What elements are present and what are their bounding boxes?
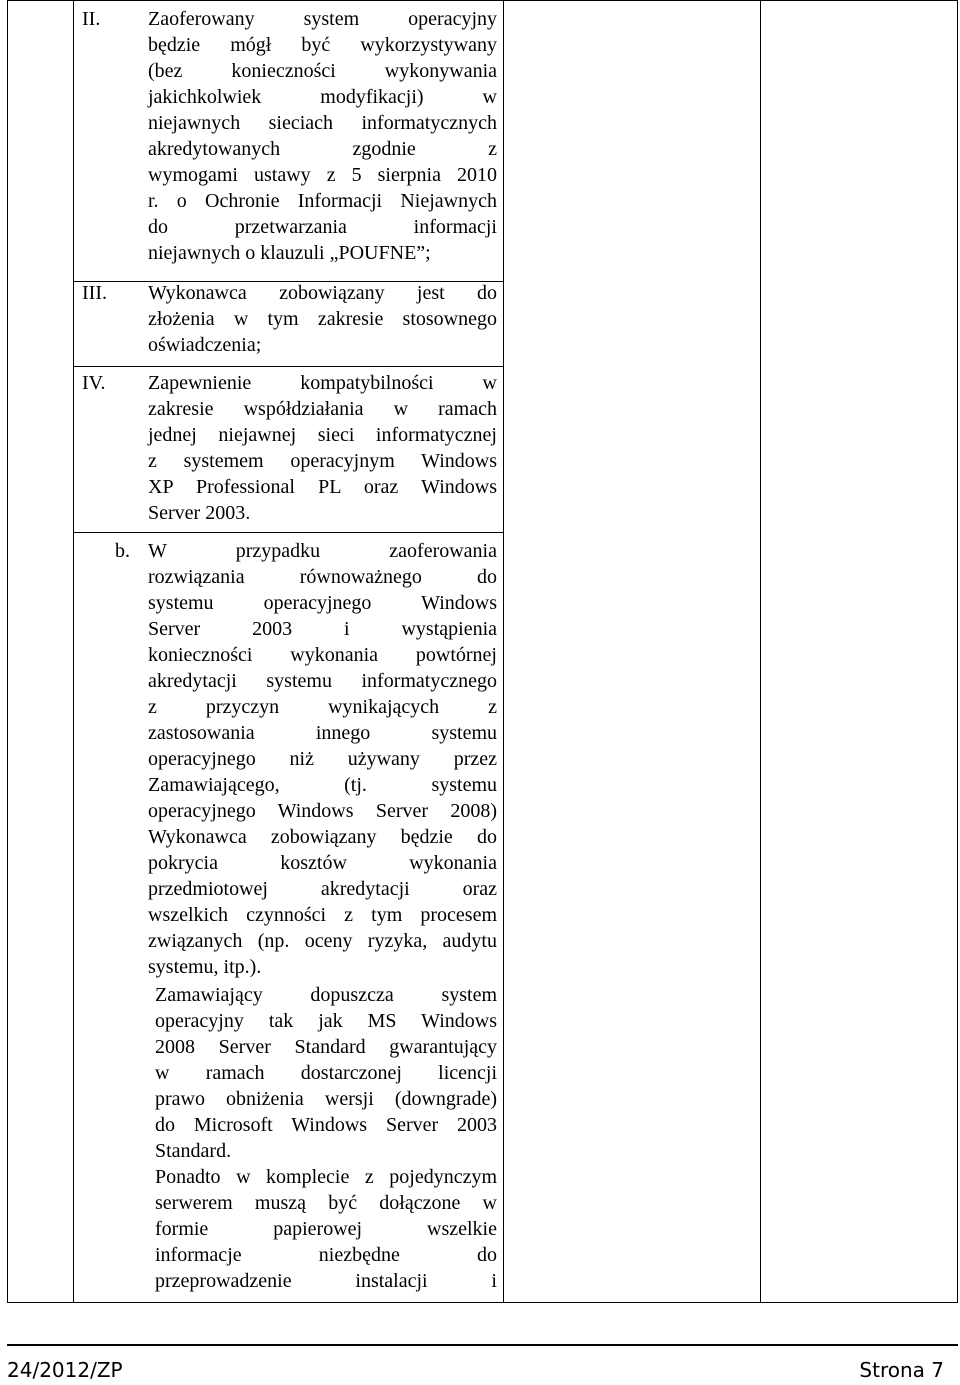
text-line: Standard.	[155, 1140, 232, 1162]
text-line: jakichkolwiek modyfikacji) w	[148, 86, 497, 108]
item-text	[148, 6, 497, 266]
text-line: Server 2003 i wystąpienia	[148, 618, 497, 640]
column-divider-1	[73, 0, 74, 1303]
text-line: Ponadto w komplecie z pojedynczym	[155, 1166, 497, 1188]
text-line: złożenia w tym zakresie stosownego	[148, 308, 497, 330]
text-line: (bez konieczności wykonywania	[148, 60, 497, 82]
text-line: Zapewnienie kompatybilności w	[148, 372, 497, 394]
text-line: pokrycia kosztów wykonania	[148, 852, 497, 874]
text-line: przeprowadzenie instalacji i	[155, 1270, 497, 1292]
text-line: do przetwarzania informacji	[148, 216, 497, 238]
section-b-top-border	[73, 532, 504, 533]
text-line: akredytowanych zgodnie z	[148, 138, 497, 160]
text-line: systemu operacyjnego Windows	[148, 592, 497, 614]
text-line: prawo obniżenia wersji (downgrade)	[155, 1088, 497, 1110]
text-line: niejawnych sieciach informatycznych	[148, 112, 497, 134]
section-b-text	[148, 538, 497, 980]
item-text	[148, 370, 497, 526]
text-line: z przyczyn wynikających z	[148, 696, 497, 718]
column-divider-2	[503, 0, 504, 1303]
text-line: z systemem operacyjnym Windows	[148, 450, 497, 472]
document-reference: 24/2012/ZP	[7, 1358, 123, 1382]
column-divider-3	[760, 0, 761, 1303]
item-numeral: III.	[82, 282, 107, 304]
section-label: b.	[115, 540, 130, 562]
item-numeral: II.	[82, 8, 101, 30]
text-line: Zamawiający dopuszcza system	[155, 984, 497, 1006]
text-line: serwerem muszą być dołączone w	[155, 1192, 497, 1214]
table-bottom-border	[7, 1302, 958, 1303]
text-line: oświadczenia;	[148, 334, 262, 356]
text-line: przedmiotowej akredytacji oraz	[148, 878, 497, 900]
text-line: Zaoferowany system operacyjny	[148, 8, 497, 30]
text-line: operacyjny tak jak MS Windows	[155, 1010, 497, 1032]
text-line: akredytacji systemu informatycznego	[148, 670, 497, 692]
page-number: Strona 7	[859, 1358, 944, 1382]
text-line: wymogami ustawy z 5 sierpnia 2010	[148, 164, 497, 186]
item-numeral: IV.	[82, 372, 106, 394]
text-line: zastosowania innego systemu	[148, 722, 497, 744]
text-line: Wykonawca zobowiązany jest do	[148, 282, 497, 304]
text-line: jednej niejawnej sieci informatycznej	[148, 424, 497, 446]
table-right-border	[957, 0, 958, 1303]
text-line: do Microsoft Windows Server 2003	[155, 1114, 497, 1136]
text-line: związanych (np. oceny ryzyka, audytu	[148, 930, 497, 952]
text-line: informacje niezbędne do	[155, 1244, 497, 1266]
text-line: rozwiązania równoważnego do	[148, 566, 497, 588]
footer-rule	[7, 1344, 958, 1346]
text-line: Server 2003.	[148, 502, 251, 524]
item-3-top-border	[73, 366, 504, 367]
text-line: operacyjnego Windows Server 2008)	[148, 800, 497, 822]
text-line: Wykonawca zobowiązany będzie do	[148, 826, 497, 848]
item-text	[148, 280, 497, 358]
note-paragraph	[155, 1164, 497, 1294]
text-line: r. o Ochronie Informacji Niejawnych	[148, 190, 497, 212]
text-line: będzie mógł być wykorzystywany	[148, 34, 497, 56]
table-left-border	[7, 0, 8, 1303]
note-paragraph	[155, 982, 497, 1164]
text-line: konieczności wykonania powtórnej	[148, 644, 497, 666]
text-line: Zamawiającego, (tj. systemu	[148, 774, 497, 796]
text-line: systemu, itp.).	[148, 956, 262, 978]
text-line: formie papierowej wszelkie	[155, 1218, 497, 1240]
text-line: W przypadku zaoferowania	[148, 540, 497, 562]
text-line: 2008 Server Standard gwarantujący	[155, 1036, 497, 1058]
text-line: wszelkich czynności z tym procesem	[148, 904, 497, 926]
table-top-border	[7, 0, 958, 1]
text-line: zakresie współdziałania w ramach	[148, 398, 497, 420]
text-line: w ramach dostarczonej licencji	[155, 1062, 497, 1084]
text-line: XP Professional PL oraz Windows	[148, 476, 497, 498]
text-line: niejawnych o klauzuli „POUFNE”;	[148, 242, 431, 264]
text-line: operacyjnego niż używany przez	[148, 748, 497, 770]
